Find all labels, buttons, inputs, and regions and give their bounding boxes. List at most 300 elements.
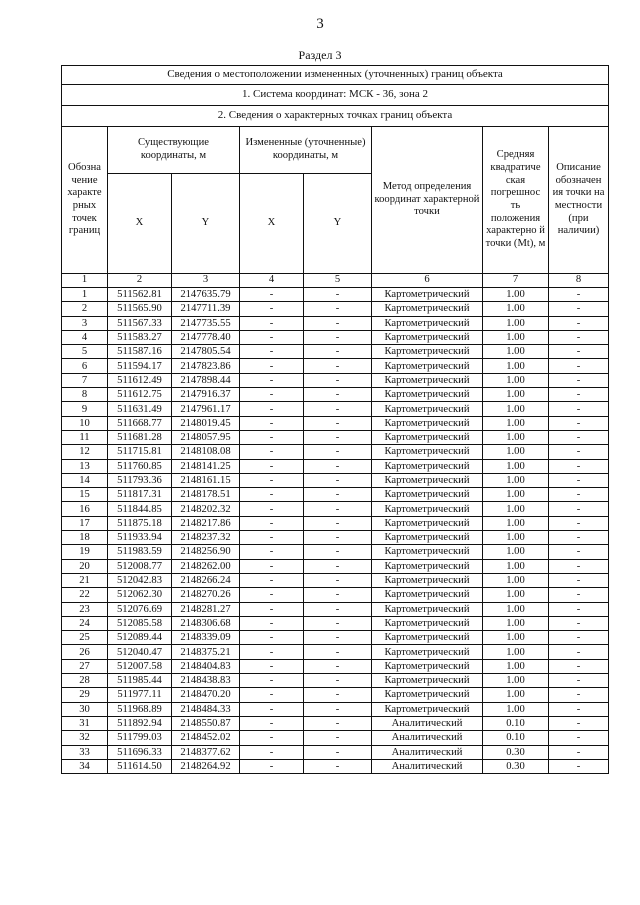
point-number-cell: 12 xyxy=(62,445,108,459)
accuracy-cell: 0.30 xyxy=(483,759,549,773)
existing-x-cell: 512062.30 xyxy=(108,588,172,602)
method-cell: Картометрический xyxy=(372,645,483,659)
accuracy-cell: 1.00 xyxy=(483,473,549,487)
description-cell: - xyxy=(549,459,609,473)
existing-x-cell: 511594.17 xyxy=(108,359,172,373)
page-number: 3 xyxy=(316,16,324,32)
existing-y-cell: 2148438.83 xyxy=(172,674,240,688)
description-cell: - xyxy=(549,388,609,402)
changed-y-cell: - xyxy=(304,388,372,402)
existing-y-cell: 2148270.26 xyxy=(172,588,240,602)
changed-y-cell: - xyxy=(304,345,372,359)
header-existing-x: X xyxy=(108,174,172,274)
point-number-cell: 22 xyxy=(62,588,108,602)
method-cell: Картометрический xyxy=(372,688,483,702)
coordinate-system: 1. Система координат: МСК - 36, зона 2 xyxy=(62,85,609,106)
existing-x-cell: 511562.81 xyxy=(108,288,172,302)
description-cell: - xyxy=(549,631,609,645)
existing-y-cell: 2147823.86 xyxy=(172,359,240,373)
changed-y-cell: - xyxy=(304,373,372,387)
description-cell: - xyxy=(549,588,609,602)
changed-x-cell: - xyxy=(240,702,304,716)
table-row xyxy=(62,302,609,316)
table-row xyxy=(62,631,609,645)
changed-x-cell: - xyxy=(240,345,304,359)
point-number-cell: 9 xyxy=(62,402,108,416)
existing-x-cell: 512042.83 xyxy=(108,573,172,587)
description-cell: - xyxy=(549,531,609,545)
existing-x-cell: 511760.85 xyxy=(108,459,172,473)
changed-x-cell: - xyxy=(240,430,304,444)
changed-y-cell: - xyxy=(304,516,372,530)
accuracy-cell: 1.00 xyxy=(483,602,549,616)
point-number-cell: 25 xyxy=(62,631,108,645)
changed-y-cell: - xyxy=(304,459,372,473)
method-cell: Аналитический xyxy=(372,759,483,773)
existing-y-cell: 2148281.27 xyxy=(172,602,240,616)
existing-x-cell: 511977.11 xyxy=(108,688,172,702)
table-row xyxy=(62,545,609,559)
changed-y-cell: - xyxy=(304,573,372,587)
method-cell: Картометрический xyxy=(372,402,483,416)
table-row xyxy=(62,373,609,387)
changed-y-cell: - xyxy=(304,559,372,573)
existing-y-cell: 2148375.21 xyxy=(172,645,240,659)
existing-y-cell: 2148178.51 xyxy=(172,488,240,502)
changed-y-cell: - xyxy=(304,545,372,559)
column-number-row xyxy=(62,274,609,288)
table-row xyxy=(62,388,609,402)
table-row xyxy=(62,731,609,745)
point-number-cell: 13 xyxy=(62,459,108,473)
column-number: 2 xyxy=(108,274,172,288)
table-row xyxy=(62,602,609,616)
existing-y-cell: 2148161.15 xyxy=(172,473,240,487)
changed-x-cell: - xyxy=(240,588,304,602)
existing-x-cell: 511715.81 xyxy=(108,445,172,459)
changed-x-cell: - xyxy=(240,545,304,559)
existing-y-cell: 2148262.00 xyxy=(172,559,240,573)
table-row xyxy=(62,488,609,502)
accuracy-cell: 0.30 xyxy=(483,745,549,759)
accuracy-cell: 1.00 xyxy=(483,388,549,402)
accuracy-cell: 1.00 xyxy=(483,659,549,673)
method-cell: Картометрический xyxy=(372,316,483,330)
changed-x-cell: - xyxy=(240,659,304,673)
header-accuracy: Средняя квадратиче ская погрешнос ть положения характерно й точки (Mt), м xyxy=(483,127,549,274)
accuracy-cell: 1.00 xyxy=(483,459,549,473)
accuracy-cell: 1.00 xyxy=(483,688,549,702)
changed-x-cell: - xyxy=(240,674,304,688)
point-number-cell: 11 xyxy=(62,430,108,444)
point-number-cell: 6 xyxy=(62,359,108,373)
existing-x-cell: 511583.27 xyxy=(108,330,172,344)
accuracy-cell: 1.00 xyxy=(483,631,549,645)
existing-y-cell: 2148264.92 xyxy=(172,759,240,773)
method-cell: Картометрический xyxy=(372,345,483,359)
changed-x-cell: - xyxy=(240,745,304,759)
points-heading: 2. Сведения о характерных точках границ объекта xyxy=(62,106,609,127)
existing-x-cell: 511983.59 xyxy=(108,545,172,559)
existing-x-cell: 511587.16 xyxy=(108,345,172,359)
method-cell: Картометрический xyxy=(372,616,483,630)
changed-x-cell: - xyxy=(240,388,304,402)
existing-x-cell: 511696.33 xyxy=(108,745,172,759)
changed-x-cell: - xyxy=(240,531,304,545)
existing-y-cell: 2148108.08 xyxy=(172,445,240,459)
point-number-cell: 19 xyxy=(62,545,108,559)
changed-x-cell: - xyxy=(240,631,304,645)
table-row xyxy=(62,416,609,430)
header-existing-y: Y xyxy=(172,174,240,274)
changed-y-cell: - xyxy=(304,745,372,759)
method-cell: Картометрический xyxy=(372,659,483,673)
method-cell: Картометрический xyxy=(372,459,483,473)
changed-y-cell: - xyxy=(304,288,372,302)
method-cell: Картометрический xyxy=(372,516,483,530)
method-cell: Картометрический xyxy=(372,430,483,444)
method-cell: Картометрический xyxy=(372,702,483,716)
changed-x-cell: - xyxy=(240,502,304,516)
description-cell: - xyxy=(549,616,609,630)
changed-x-cell: - xyxy=(240,616,304,630)
point-number-cell: 7 xyxy=(62,373,108,387)
existing-x-cell: 512089.44 xyxy=(108,631,172,645)
description-cell: - xyxy=(549,488,609,502)
description-cell: - xyxy=(549,688,609,702)
method-cell: Аналитический xyxy=(372,745,483,759)
method-cell: Картометрический xyxy=(372,531,483,545)
existing-x-cell: 511631.49 xyxy=(108,402,172,416)
accuracy-cell: 1.00 xyxy=(483,288,549,302)
description-cell: - xyxy=(549,302,609,316)
header-existing-coords: Существующие координаты, м xyxy=(108,127,240,174)
column-number: 3 xyxy=(172,274,240,288)
changed-y-cell: - xyxy=(304,674,372,688)
method-cell: Картометрический xyxy=(372,602,483,616)
changed-y-cell: - xyxy=(304,402,372,416)
existing-y-cell: 2147961.17 xyxy=(172,402,240,416)
table-title: Сведения о местоположении измененных (уточненных) границ объекта xyxy=(62,66,609,85)
point-number-cell: 2 xyxy=(62,302,108,316)
table-row xyxy=(62,430,609,444)
existing-x-cell: 511612.75 xyxy=(108,388,172,402)
description-cell: - xyxy=(549,445,609,459)
accuracy-cell: 1.00 xyxy=(483,330,549,344)
table-row xyxy=(62,573,609,587)
existing-y-cell: 2147635.79 xyxy=(172,288,240,302)
point-number-cell: 23 xyxy=(62,602,108,616)
changed-y-cell: - xyxy=(304,688,372,702)
table-row xyxy=(62,659,609,673)
header-point-label: Обозна чение характе рных точек границ xyxy=(62,127,108,274)
accuracy-cell: 1.00 xyxy=(483,373,549,387)
table-row xyxy=(62,330,609,344)
existing-x-cell: 511565.90 xyxy=(108,302,172,316)
changed-y-cell: - xyxy=(304,531,372,545)
column-number: 1 xyxy=(62,274,108,288)
table-row xyxy=(62,716,609,730)
description-cell: - xyxy=(549,373,609,387)
changed-x-cell: - xyxy=(240,573,304,587)
accuracy-cell: 1.00 xyxy=(483,402,549,416)
point-number-cell: 1 xyxy=(62,288,108,302)
table-row xyxy=(62,531,609,545)
existing-x-cell: 511799.03 xyxy=(108,731,172,745)
table-row xyxy=(62,759,609,773)
existing-x-cell: 512040.47 xyxy=(108,645,172,659)
point-number-cell: 32 xyxy=(62,731,108,745)
existing-x-cell: 511933.94 xyxy=(108,531,172,545)
header-changed-coords: Измененные (уточненные) координаты, м xyxy=(240,127,372,174)
existing-y-cell: 2148484.33 xyxy=(172,702,240,716)
changed-y-cell: - xyxy=(304,473,372,487)
accuracy-cell: 1.00 xyxy=(483,588,549,602)
existing-y-cell: 2147805.54 xyxy=(172,345,240,359)
point-number-cell: 4 xyxy=(62,330,108,344)
accuracy-cell: 1.00 xyxy=(483,430,549,444)
accuracy-cell: 1.00 xyxy=(483,559,549,573)
changed-y-cell: - xyxy=(304,302,372,316)
accuracy-cell: 1.00 xyxy=(483,416,549,430)
method-cell: Картометрический xyxy=(372,388,483,402)
existing-y-cell: 2148256.90 xyxy=(172,545,240,559)
changed-y-cell: - xyxy=(304,488,372,502)
column-number: 5 xyxy=(304,274,372,288)
point-number-cell: 10 xyxy=(62,416,108,430)
accuracy-cell: 1.00 xyxy=(483,488,549,502)
description-cell: - xyxy=(549,759,609,773)
table-row xyxy=(62,688,609,702)
existing-y-cell: 2148237.32 xyxy=(172,531,240,545)
table-row xyxy=(62,559,609,573)
description-cell: - xyxy=(549,645,609,659)
point-number-cell: 27 xyxy=(62,659,108,673)
table-row xyxy=(62,588,609,602)
changed-x-cell: - xyxy=(240,559,304,573)
description-cell: - xyxy=(549,731,609,745)
existing-y-cell: 2148470.20 xyxy=(172,688,240,702)
method-cell: Картометрический xyxy=(372,416,483,430)
method-cell: Аналитический xyxy=(372,731,483,745)
description-cell: - xyxy=(549,288,609,302)
existing-y-cell: 2148019.45 xyxy=(172,416,240,430)
description-cell: - xyxy=(549,416,609,430)
changed-x-cell: - xyxy=(240,373,304,387)
changed-x-cell: - xyxy=(240,459,304,473)
existing-y-cell: 2148452.02 xyxy=(172,731,240,745)
method-cell: Картометрический xyxy=(372,588,483,602)
table-row xyxy=(62,359,609,373)
description-cell: - xyxy=(549,545,609,559)
method-cell: Картометрический xyxy=(372,631,483,645)
changed-y-cell: - xyxy=(304,602,372,616)
point-number-cell: 26 xyxy=(62,645,108,659)
changed-x-cell: - xyxy=(240,359,304,373)
changed-y-cell: - xyxy=(304,759,372,773)
method-cell: Картометрический xyxy=(372,330,483,344)
description-cell: - xyxy=(549,430,609,444)
table-row xyxy=(62,345,609,359)
changed-x-cell: - xyxy=(240,759,304,773)
header-changed-x: X xyxy=(240,174,304,274)
accuracy-cell: 1.00 xyxy=(483,645,549,659)
method-cell: Аналитический xyxy=(372,716,483,730)
changed-y-cell: - xyxy=(304,645,372,659)
existing-x-cell: 511968.89 xyxy=(108,702,172,716)
changed-x-cell: - xyxy=(240,402,304,416)
method-cell: Картометрический xyxy=(372,573,483,587)
table-row xyxy=(62,459,609,473)
point-number-cell: 20 xyxy=(62,559,108,573)
accuracy-cell: 1.00 xyxy=(483,702,549,716)
changed-y-cell: - xyxy=(304,588,372,602)
table-row xyxy=(62,702,609,716)
existing-x-cell: 511668.77 xyxy=(108,416,172,430)
changed-x-cell: - xyxy=(240,731,304,745)
point-number-cell: 34 xyxy=(62,759,108,773)
accuracy-cell: 1.00 xyxy=(483,359,549,373)
existing-y-cell: 2148306.68 xyxy=(172,616,240,630)
changed-x-cell: - xyxy=(240,716,304,730)
accuracy-cell: 1.00 xyxy=(483,445,549,459)
method-cell: Картометрический xyxy=(372,359,483,373)
header-method: Метод определения координат характерной точки xyxy=(372,127,483,274)
existing-x-cell: 512007.58 xyxy=(108,659,172,673)
description-cell: - xyxy=(549,659,609,673)
existing-x-cell: 511681.28 xyxy=(108,430,172,444)
existing-x-cell: 511817.31 xyxy=(108,488,172,502)
changed-y-cell: - xyxy=(304,616,372,630)
point-number-cell: 29 xyxy=(62,688,108,702)
description-cell: - xyxy=(549,602,609,616)
description-cell: - xyxy=(549,716,609,730)
existing-x-cell: 512085.58 xyxy=(108,616,172,630)
column-number: 8 xyxy=(549,274,609,288)
point-number-cell: 18 xyxy=(62,531,108,545)
point-number-cell: 21 xyxy=(62,573,108,587)
existing-y-cell: 2147916.37 xyxy=(172,388,240,402)
method-cell: Картометрический xyxy=(372,559,483,573)
changed-y-cell: - xyxy=(304,631,372,645)
method-cell: Картометрический xyxy=(372,373,483,387)
existing-x-cell: 512008.77 xyxy=(108,559,172,573)
changed-x-cell: - xyxy=(240,316,304,330)
point-number-cell: 30 xyxy=(62,702,108,716)
method-cell: Картометрический xyxy=(372,302,483,316)
accuracy-cell: 0.10 xyxy=(483,716,549,730)
existing-y-cell: 2148141.25 xyxy=(172,459,240,473)
table-row xyxy=(62,502,609,516)
method-cell: Картометрический xyxy=(372,502,483,516)
accuracy-cell: 1.00 xyxy=(483,616,549,630)
description-cell: - xyxy=(549,559,609,573)
table-row xyxy=(62,616,609,630)
description-cell: - xyxy=(549,745,609,759)
table-row xyxy=(62,402,609,416)
accuracy-cell: 0.10 xyxy=(483,731,549,745)
description-cell: - xyxy=(549,316,609,330)
changed-y-cell: - xyxy=(304,416,372,430)
method-cell: Картометрический xyxy=(372,473,483,487)
accuracy-cell: 1.00 xyxy=(483,316,549,330)
changed-x-cell: - xyxy=(240,445,304,459)
existing-y-cell: 2148377.62 xyxy=(172,745,240,759)
table-row xyxy=(62,316,609,330)
method-cell: Картометрический xyxy=(372,445,483,459)
point-number-cell: 8 xyxy=(62,388,108,402)
accuracy-cell: 1.00 xyxy=(483,502,549,516)
accuracy-cell: 1.00 xyxy=(483,345,549,359)
changed-x-cell: - xyxy=(240,302,304,316)
changed-y-cell: - xyxy=(304,445,372,459)
accuracy-cell: 1.00 xyxy=(483,531,549,545)
accuracy-cell: 1.00 xyxy=(483,674,549,688)
point-number-cell: 5 xyxy=(62,345,108,359)
existing-y-cell: 2148339.09 xyxy=(172,631,240,645)
changed-x-cell: - xyxy=(240,473,304,487)
existing-x-cell: 511875.18 xyxy=(108,516,172,530)
existing-x-cell: 511567.33 xyxy=(108,316,172,330)
existing-x-cell: 511612.49 xyxy=(108,373,172,387)
point-number-cell: 33 xyxy=(62,745,108,759)
table-row xyxy=(62,473,609,487)
existing-y-cell: 2147898.44 xyxy=(172,373,240,387)
table-row xyxy=(62,445,609,459)
existing-y-cell: 2148404.83 xyxy=(172,659,240,673)
description-cell: - xyxy=(549,359,609,373)
changed-y-cell: - xyxy=(304,430,372,444)
existing-x-cell: 511892.94 xyxy=(108,716,172,730)
point-number-cell: 24 xyxy=(62,616,108,630)
existing-y-cell: 2148550.87 xyxy=(172,716,240,730)
table-row xyxy=(62,288,609,302)
changed-y-cell: - xyxy=(304,316,372,330)
method-cell: Картометрический xyxy=(372,545,483,559)
existing-x-cell: 511793.36 xyxy=(108,473,172,487)
changed-x-cell: - xyxy=(240,330,304,344)
table-row xyxy=(62,645,609,659)
point-number-cell: 28 xyxy=(62,674,108,688)
description-cell: - xyxy=(549,473,609,487)
existing-y-cell: 2148057.95 xyxy=(172,430,240,444)
accuracy-cell: 1.00 xyxy=(483,545,549,559)
table-row xyxy=(62,745,609,759)
changed-y-cell: - xyxy=(304,716,372,730)
point-number-cell: 3 xyxy=(62,316,108,330)
point-number-cell: 17 xyxy=(62,516,108,530)
column-number: 7 xyxy=(483,274,549,288)
changed-y-cell: - xyxy=(304,731,372,745)
existing-x-cell: 511985.44 xyxy=(108,674,172,688)
header-changed-y: Y xyxy=(304,174,372,274)
boundary-points-table xyxy=(61,65,609,774)
description-cell: - xyxy=(549,502,609,516)
changed-y-cell: - xyxy=(304,702,372,716)
description-cell: - xyxy=(549,674,609,688)
point-number-cell: 14 xyxy=(62,473,108,487)
changed-y-cell: - xyxy=(304,502,372,516)
column-number: 6 xyxy=(372,274,483,288)
existing-x-cell: 511844.85 xyxy=(108,502,172,516)
changed-y-cell: - xyxy=(304,359,372,373)
header-description: Описание обозначен ия точки на местности (при наличии) xyxy=(549,127,609,274)
changed-x-cell: - xyxy=(240,416,304,430)
point-number-cell: 16 xyxy=(62,502,108,516)
changed-y-cell: - xyxy=(304,659,372,673)
description-cell: - xyxy=(549,573,609,587)
existing-x-cell: 511614.50 xyxy=(108,759,172,773)
